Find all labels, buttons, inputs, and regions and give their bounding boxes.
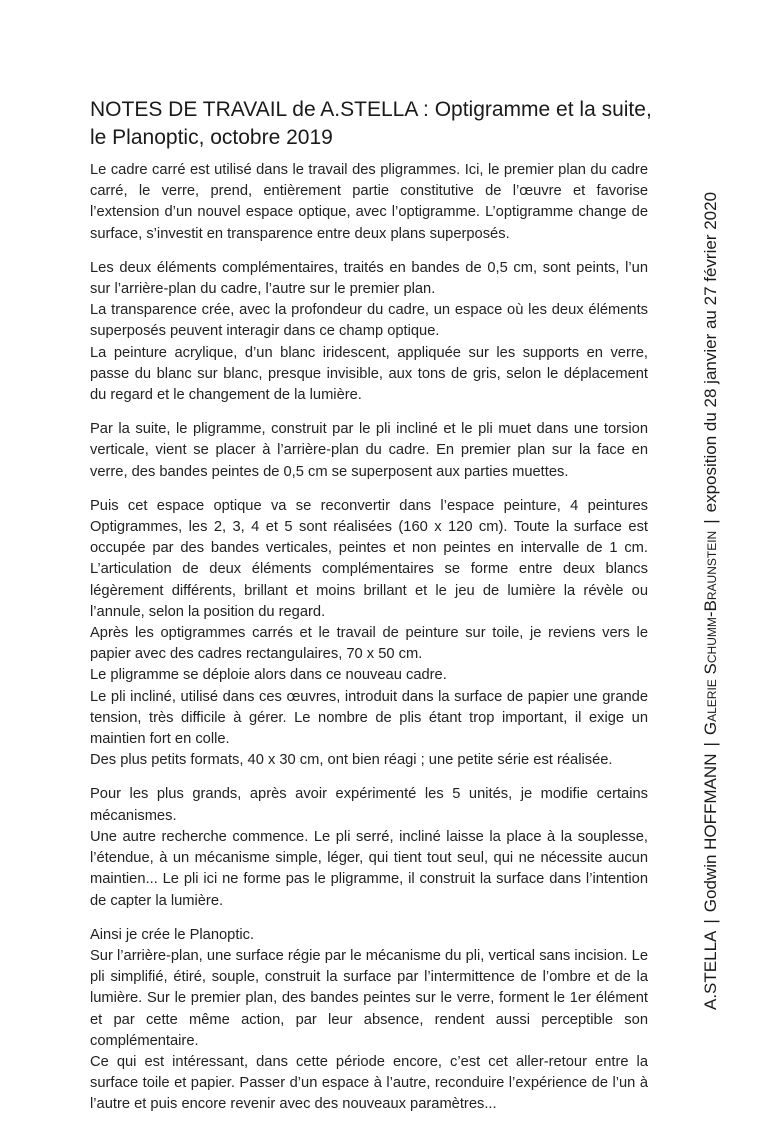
paragraph-line: Le pli incliné, utilisé dans ces œuvres, introduit dans la surface de papier une grande tension, très difficile à gérer. Le nombre de plis étant trop important, il exige un maintien fort en colle. (90, 688, 648, 748)
paragraph-line: Par la suite, le pligramme, construit par le pli incliné et le pli muet dans une torsion verticale, vient se placer à l’arrière-plan du cadre. En premier plan sur la face en verre, des bandes peintes de 0,5 cm se superposent aux parties muettes. (90, 421, 648, 480)
separator: | (701, 919, 720, 924)
paragraph-line: Les deux éléments complémentaires, traités en bandes de 0,5 cm, sont peints, l’un sur l’arrière-plan du cadre, l’autre sur le premier plan. (90, 259, 648, 298)
title-line-1: NOTES DE TRAVAIL de A.STELLA : Optigramme et la suite, (90, 98, 652, 121)
paragraph-4 (90, 496, 648, 772)
paragraph-line: Des plus petits formats, 40 x 30 cm, ont bien réagi ; une petite série est réalisée. (90, 752, 613, 769)
paragraph-line: Le pligramme se déploie alors dans ce nouveau cadre. (90, 667, 447, 684)
paragraph-line: Pour les plus grands, après avoir expérimenté les 5 unités, je modifie certains mécanismes. (90, 786, 648, 824)
paragraph-line: Après les optigrammes carrés et le travail de peinture sur toile, je reviens vers le papier avec des cadres rectangulaires, 70 x 50 cm. (90, 625, 648, 663)
paragraph-line: Ce qui est intéressant, dans cette période encore, c’est cet aller-retour entre la surface toile et papier. Passer d’un espace à l’autre, reconduire l’expérience de l’un à l’autre et puis encore revenir avec des nouveaux paramètres... (90, 1053, 648, 1113)
paragraph-6 (90, 925, 648, 1116)
paragraph-line: Sur l’arrière-plan, une surface régie par le mécanisme du pli, vertical sans incision. Le pli simplifié, étiré, souple, construit la surface par l’intermittence de l’ombre et de la lumière. Sur le premier plan, des bandes peintes sur le verre, forment le 1er élément et par cette même action, par leur absence, rendent aussi perceptible son complémentaire. (90, 947, 648, 1049)
paragraph-line: Ainsi je crée le Planoptic. (90, 926, 255, 943)
paragraph-line: Le cadre carré est utilisé dans le travail des pligrammes. Ici, le premier plan du cadre carré, le verre, prend, entièrement partie constitutive de l’œuvre et favorise l’extension d’un nouvel espace optique, avec l’optigramme. L’optigramme change de surface, s’investit en transparence entre deux plans superposés. (90, 162, 648, 242)
paragraph-line: Une autre recherche commence. Le pli serré, incliné laisse la place à la souplesse, l’étendue, à un mécanisme simple, léger, qui tient tout seul, qui ne nécessite aucun maintien... Le pli ici ne forme pas le pligramme, il construit la surface dans l’intention de capter la lumière. (90, 828, 648, 909)
artist-name: A.STELLA (701, 930, 720, 1010)
paragraph-5 (90, 784, 648, 911)
page-title (90, 96, 670, 152)
paragraph-1 (90, 160, 648, 245)
gallery-name-2: Galerie Schumm-Braunstein (701, 530, 720, 736)
paragraph-line: La transparence crée, avec la profondeur du cadre, un espace où les deux éléments superposés peuvent interagir dans ce champ optique. (90, 302, 648, 340)
body-text (90, 160, 648, 1129)
title-line-2: le Planoptic, octobre 2019 (90, 126, 333, 149)
paragraph-2 (90, 258, 648, 406)
paragraph-line: Puis cet espace optique va se reconvertir dans l’espace peinture, 4 peintures Optigrammes, les 2, 3, 4 et 5 sont réalisées (160 x 120 cm). Toute la surface est occupée par des bandes verticales, peintes et non peintes en intervalle de 1 cm. L’articulation de deux éléments complémentaires se forme entre deux blancs légèrement différents, brillant et moins brillant et le jeu de lumière la révèle ou l’annule, selon la position du regard. (90, 497, 648, 620)
separator: | (701, 742, 720, 747)
separator: | (701, 519, 720, 524)
paragraph-line: La peinture acrylique, d’un blanc iridescent, appliquée sur les supports en verre, passe du blanc sur blanc, presque invisible, aux tons de gris, selon le déplacement du regard et le changement de la lumière. (90, 344, 648, 404)
gallery-name: Godwin HOFFMANN (701, 753, 720, 913)
vertical-sidebar (696, 90, 726, 1010)
paragraph-3 (90, 419, 648, 483)
exhibition-dates: exposition du 28 janvier au 27 février 2020 (701, 191, 720, 513)
